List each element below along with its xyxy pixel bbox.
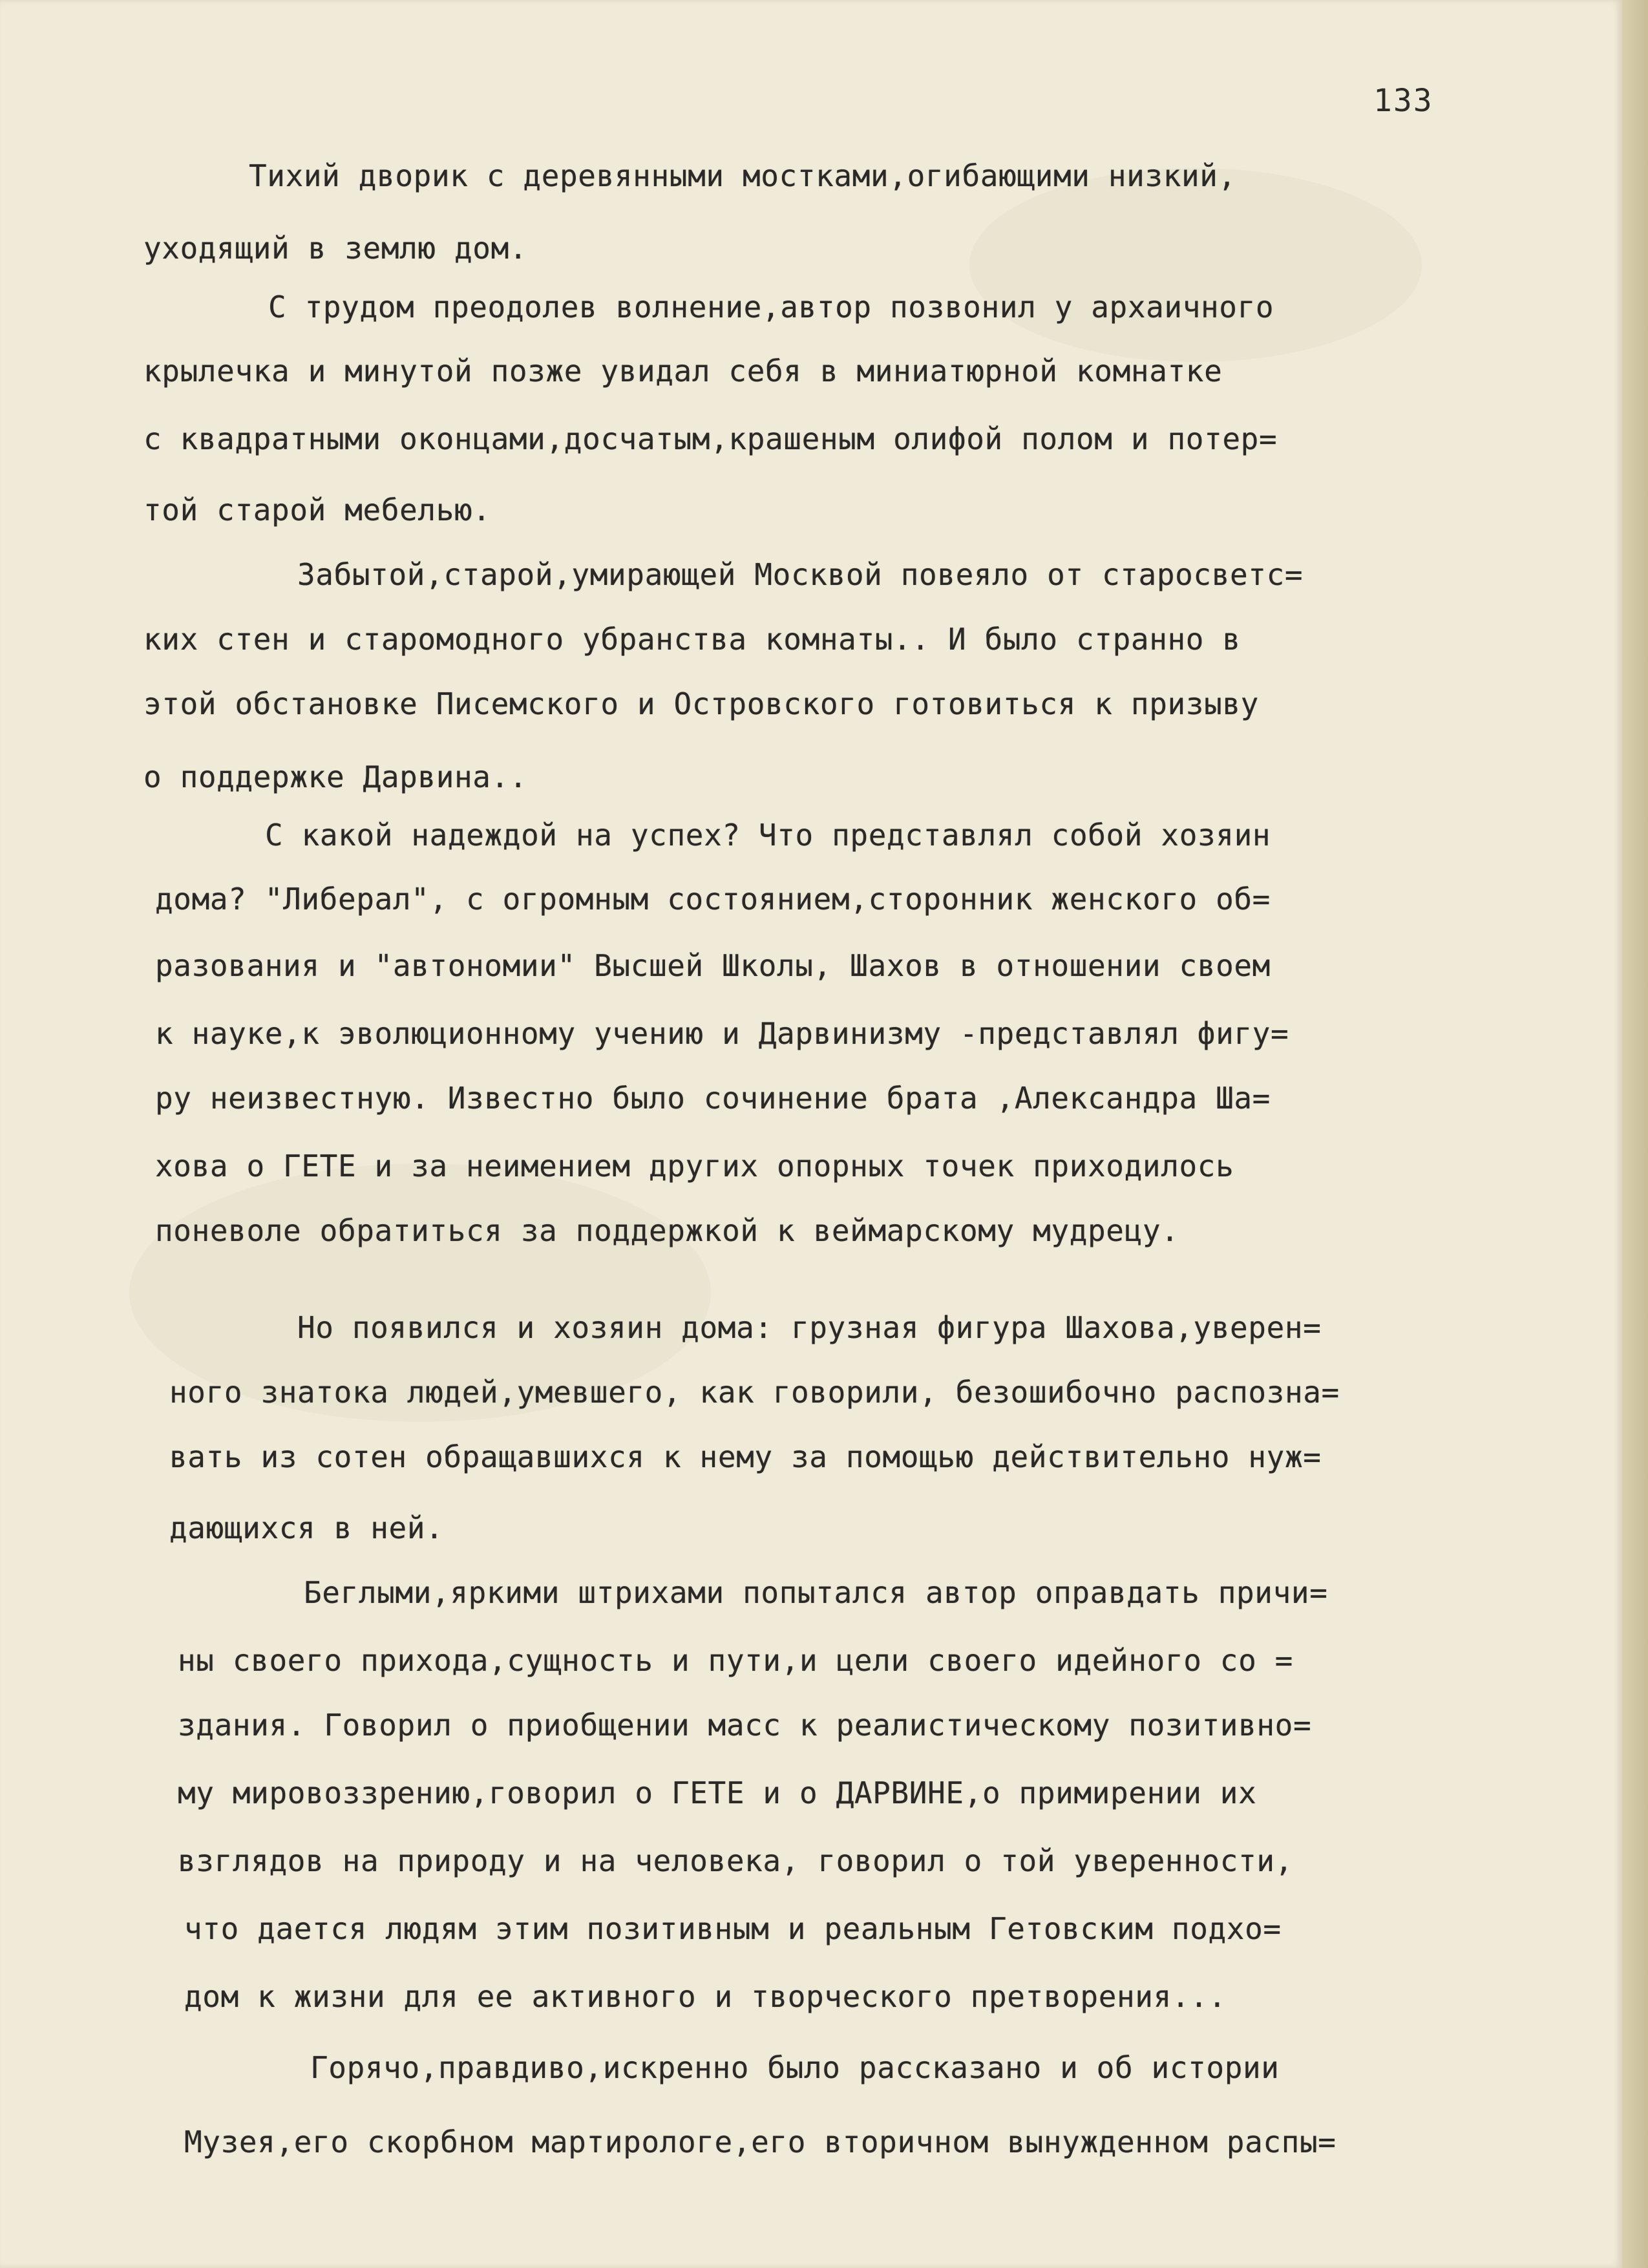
- text-line: уходящий в землю дом.: [143, 231, 528, 266]
- text-line: здания. Говорил о приобщении масс к реалистическому позитивно=: [178, 1708, 1312, 1743]
- text-line: взглядов на природу и на человека, говорил о той уверенности,: [178, 1843, 1293, 1878]
- text-line: о поддержке Дарвина..: [143, 759, 528, 794]
- text-line: Тихий дворик с деревянными мостками,огибающими низкий,: [249, 158, 1236, 193]
- page-edge: [1622, 0, 1648, 2268]
- text-line: С какой надеждой на успех? Что представлял собой хозяин: [265, 818, 1271, 853]
- text-line: с квадратными оконцами,досчатым,крашеным олифой полом и потер=: [143, 421, 1278, 456]
- text-line: Но появился и хозяин дома: грузная фигура Шахова,уверен=: [297, 1310, 1322, 1345]
- text-line: крылечка и минутой позже увидал себя в миниатюрной комнатке: [143, 354, 1223, 388]
- page-number: 133: [1373, 83, 1433, 119]
- text-line: к науке,к эволюционному учению и Дарвинизму -представлял фигу=: [155, 1016, 1289, 1051]
- text-line: разования и "автономии" Высшей Школы, Шахов в отношении своем: [155, 948, 1271, 983]
- text-line: дом к жизни для ее активного и творческого претворения...: [184, 1979, 1227, 2014]
- text-line: С трудом преодолев волнение,автор позвонил у архаичного: [268, 290, 1274, 324]
- text-line: Горячо,правдиво,искренно было рассказано и об истории: [310, 2050, 1280, 2085]
- text-line: Беглыми,яркими штрихами попытался автор оправдать причи=: [304, 1575, 1328, 1610]
- text-line: ких стен и старомодного убранства комнаты.. И было странно в: [143, 622, 1241, 657]
- text-line: му мировоззрению,говорил о ГЕТЕ и о ДАРВИНЕ,о примирении их: [178, 1775, 1257, 1810]
- text-line: дома? "Либерал", с огромным состоянием,сторонник женского об=: [155, 882, 1271, 917]
- text-line: той старой мебелью.: [143, 493, 491, 527]
- text-line: дающихся в ней.: [169, 1510, 444, 1545]
- text-line: ного знатока людей,умевшего, как говорили, безошибочно распозна=: [169, 1375, 1340, 1410]
- text-line: этой обстановке Писемского и Островского готовиться к призыву: [143, 686, 1259, 721]
- text-line: хова о ГЕТЕ и за неимением других опорных точек приходилось: [155, 1149, 1234, 1183]
- text-line: вать из сотен обращавшихся к нему за помощью действительно нуж=: [169, 1439, 1322, 1474]
- text-line: что дается людям этим позитивным и реальным Гетовским подхо=: [184, 1911, 1282, 1946]
- text-line: Забытой,старой,умирающей Москвой повеяло от старосветс=: [297, 557, 1304, 592]
- text-line: ру неизвестную. Известно было сочинение брата ,Александра Ша=: [155, 1081, 1271, 1116]
- text-line: поневоле обратиться за поддержкой к веймарскому мудрецу.: [155, 1213, 1179, 1248]
- paper-stain: [969, 168, 1422, 362]
- text-line: Музея,его скорбном мартирологе,его вторичном вынужденном распы=: [184, 2125, 1336, 2159]
- text-line: ны своего прихода,сущность и пути,и цели своего идейного со =: [178, 1643, 1293, 1678]
